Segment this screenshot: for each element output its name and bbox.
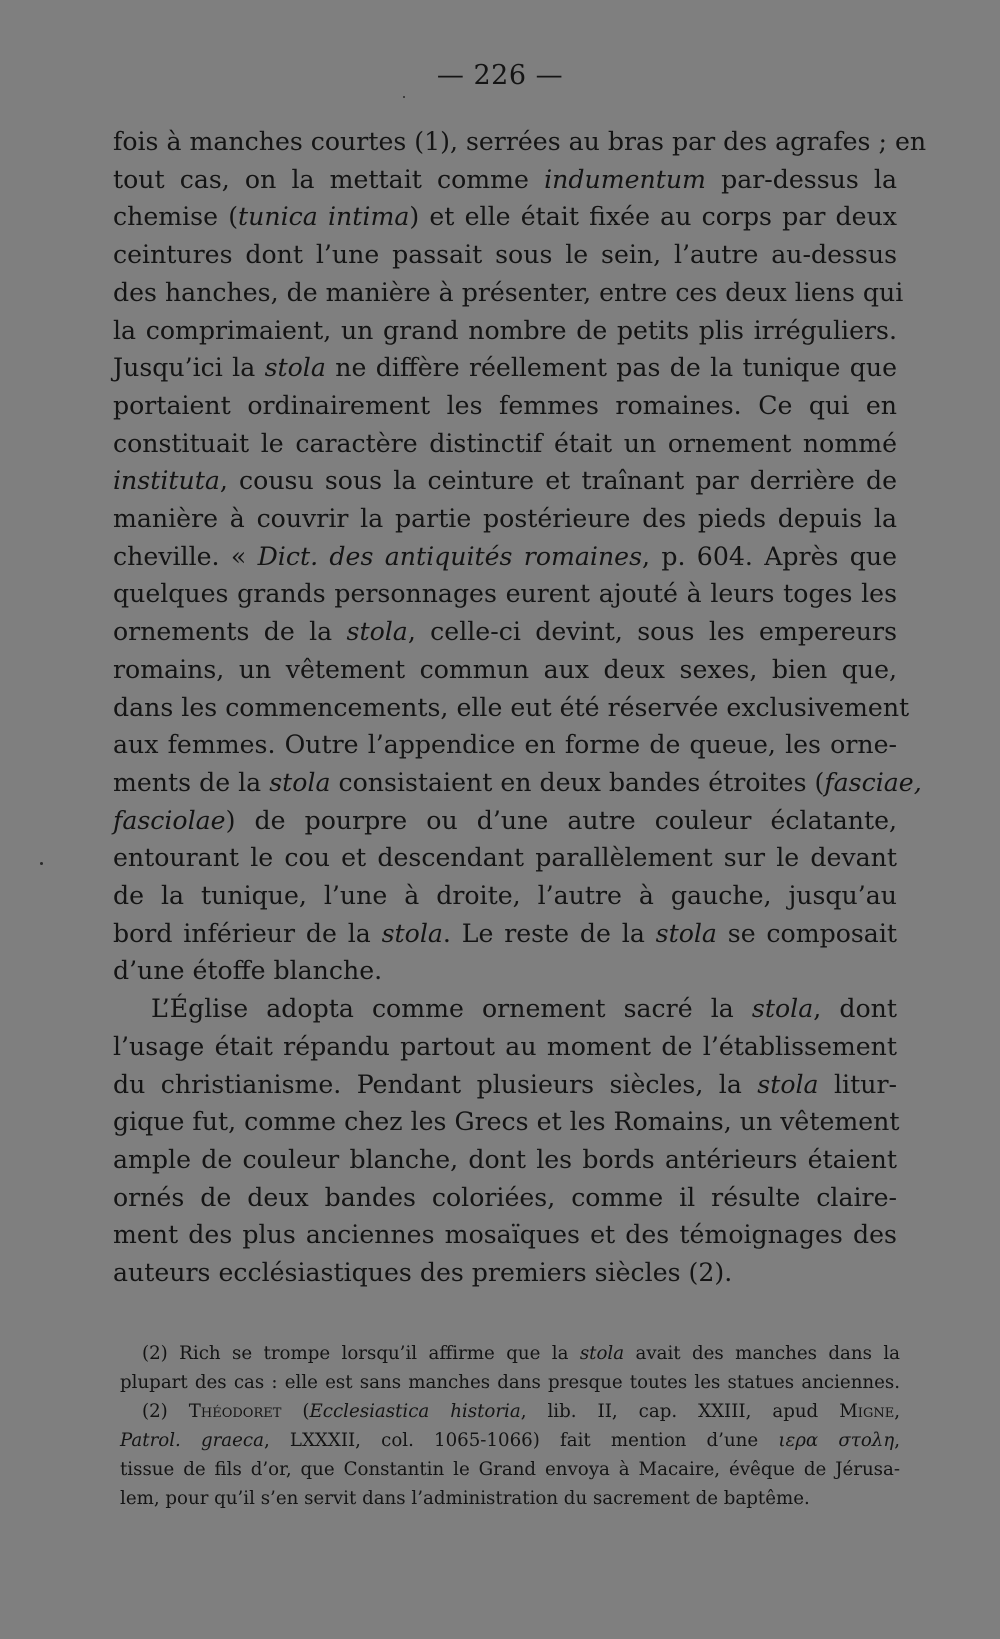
italic-term: stola (269, 767, 331, 797)
text-run: avait des manches dans la (624, 1343, 900, 1364)
footnote-line (120, 1455, 900, 1484)
text-run: romains, un vêtement commun aux deux sexes, bien que, (113, 654, 897, 684)
text-run: entourant le cou et descendant parallèlement sur le devant (113, 843, 897, 873)
text-run: plupart des cas : elle est sans manches dans presque toutes les statues anciennes. (120, 1372, 900, 1393)
text-run: (2) (142, 1401, 189, 1422)
text-line (113, 726, 897, 764)
text-run: fois à manches courtes (1), serrées au bras par des agrafes ; en (113, 127, 927, 156)
text-line (113, 425, 897, 463)
text-run: cheville. « (113, 541, 258, 571)
text-line (113, 613, 897, 651)
text-run: tissue de fils d’or, que Constantin le Grand envoya à Macaire, évêque de Jérusa- (120, 1459, 900, 1480)
italic-term: Ecclesiastica historia (309, 1401, 521, 1422)
text-run: consistaient en deux bandes étroites ( (330, 767, 825, 797)
italic-term: fasciolae (113, 805, 226, 835)
italic-term: Dict. des antiquités romaines (257, 541, 643, 571)
text-line (113, 689, 910, 727)
text-line (113, 1028, 897, 1066)
text-line (113, 1141, 897, 1179)
text-line (113, 462, 897, 500)
text-run: chemise ( (113, 202, 239, 232)
text-run: constituait le caractère distinctif était un ornement nommé (113, 428, 897, 458)
text-run: lem, pour qu’il s’en servit dans l’administration du sacrement de baptême. (120, 1488, 810, 1509)
footnotes (120, 1339, 900, 1513)
footnote-line (120, 1426, 900, 1455)
text-run: portaient ordinairement les femmes romaines. Ce qui en (113, 390, 897, 420)
text-run: ceintures dont l’une passait sous le sein, l’autre au-dessus (113, 240, 897, 270)
text-run: la comprimaient, un grand nombre de petits plis irréguliers. (113, 315, 897, 345)
text-run: aux femmes. Outre l’appendice en forme de queue, les orne- (113, 730, 897, 760)
author-name: Théodoret (188, 1401, 282, 1422)
text-line (113, 1216, 897, 1254)
text-line (113, 1066, 897, 1104)
text-run: , celle-ci devint, sous les empereurs (407, 617, 898, 647)
footnote-line (120, 1339, 900, 1368)
text-run: , (894, 1401, 900, 1422)
text-run: du christianisme. Pendant plusieurs siècles, la (113, 1069, 758, 1099)
text-run: , (894, 1430, 900, 1451)
text-line (113, 161, 897, 199)
italic-term: stola (579, 1343, 625, 1364)
text-line (113, 500, 897, 538)
text-run: manière à couvrir la partie postérieure des pieds depuis la (113, 504, 897, 534)
text-line (113, 802, 897, 840)
text-line (113, 198, 897, 236)
author-name: Migne (839, 1401, 895, 1422)
text-run: ne diffère réellement pas de la tunique que (325, 353, 897, 383)
scan-speck (403, 96, 405, 98)
text-line (113, 952, 897, 990)
text-line (113, 1103, 900, 1141)
text-line (113, 349, 897, 387)
text-run: ments de la (113, 767, 270, 797)
text-line (113, 236, 897, 274)
footnote-line (120, 1397, 900, 1426)
text-line (113, 575, 897, 613)
italic-term: ιερα στολη (778, 1430, 895, 1451)
text-run: ornements de la (113, 617, 347, 647)
text-run: (2) Rich se trompe lorsqu’il affirme que la (142, 1343, 580, 1364)
text-run: l’usage était répandu partout au moment de l’établissement (113, 1031, 897, 1061)
text-run: , cousu sous la ceinture et traînant par derrière de (219, 466, 897, 496)
text-run: auteurs ecclésiastiques des premiers siècles (2). (113, 1258, 733, 1288)
italic-term: stola (381, 918, 443, 948)
italic-term: stola (346, 617, 408, 647)
text-run: gique fut, comme chez les Grecs et les Romains, un vêtement (113, 1107, 900, 1137)
text-run: , LXXXII, col. 1065-1066) fait mention d’une (263, 1430, 779, 1451)
text-line (113, 123, 927, 161)
text-line (113, 387, 897, 425)
footnote-line (120, 1484, 900, 1513)
text-run: quelques grands personnages eurent ajouté à leurs toges les (113, 579, 897, 609)
text-line (113, 990, 897, 1028)
text-line (113, 1254, 897, 1292)
body-text (113, 123, 927, 1292)
text-line (113, 1179, 897, 1217)
italic-term: stola (757, 1069, 819, 1099)
italic-term: Patrol. graeca (120, 1430, 264, 1451)
text-run: litur- (818, 1069, 898, 1099)
text-run: des hanches, de manière à présenter, entre ces deux liens qui (113, 277, 904, 307)
italic-term: stola (751, 994, 814, 1024)
page-number: — 226 — (436, 60, 564, 91)
text-line (113, 839, 897, 877)
text-line (113, 651, 897, 689)
text-run: tout cas, on la mettait comme (113, 164, 545, 194)
text-line (113, 877, 897, 915)
text-line (113, 274, 904, 312)
italic-term: instituta (113, 466, 220, 496)
text-run: bord inférieur de la (113, 918, 382, 948)
text-line (113, 915, 897, 953)
text-run: d’une étoffe blanche. (113, 956, 383, 986)
text-run: dans les commencements, elle eut été réservée exclusivement (113, 692, 910, 722)
text-run: Jusqu’ici la (113, 353, 265, 383)
footnote-line (120, 1368, 900, 1397)
italic-term: fasciae, (824, 767, 922, 797)
italic-term: stola (655, 918, 717, 948)
text-run: ( (281, 1401, 310, 1422)
text-run: par-dessus la (705, 164, 897, 194)
text-run: ment des plus anciennes mosaïques et des témoignages des (113, 1220, 897, 1250)
italic-term: indumentum (544, 164, 706, 194)
text-line (113, 538, 897, 576)
text-run: de la tunique, l’une à droite, l’autre à gauche, jusqu’au (113, 881, 897, 911)
italic-term: tunica intima (238, 202, 410, 232)
text-line (113, 312, 897, 350)
text-run: L’Église adopta comme ornement sacré la (151, 994, 752, 1024)
scan-speck (40, 862, 43, 865)
text-run: ample de couleur blanche, dont les bords antérieurs étaient (113, 1144, 897, 1174)
text-run: . Le reste de la (442, 918, 656, 948)
text-run: ) de pourpre ou d’une autre couleur éclatante, (225, 805, 897, 835)
text-run: , dont (813, 994, 897, 1024)
text-run: se composait (716, 918, 897, 948)
text-run: , lib. II, cap. XXIII, apud (520, 1401, 840, 1422)
text-run: ) et elle était fixée au corps par deux (409, 202, 898, 232)
text-run: , p. 604. Après que (642, 541, 897, 571)
text-line (113, 764, 922, 802)
italic-term: stola (264, 353, 326, 383)
text-run: ornés de deux bandes coloriées, comme il résulte claire- (113, 1182, 897, 1212)
